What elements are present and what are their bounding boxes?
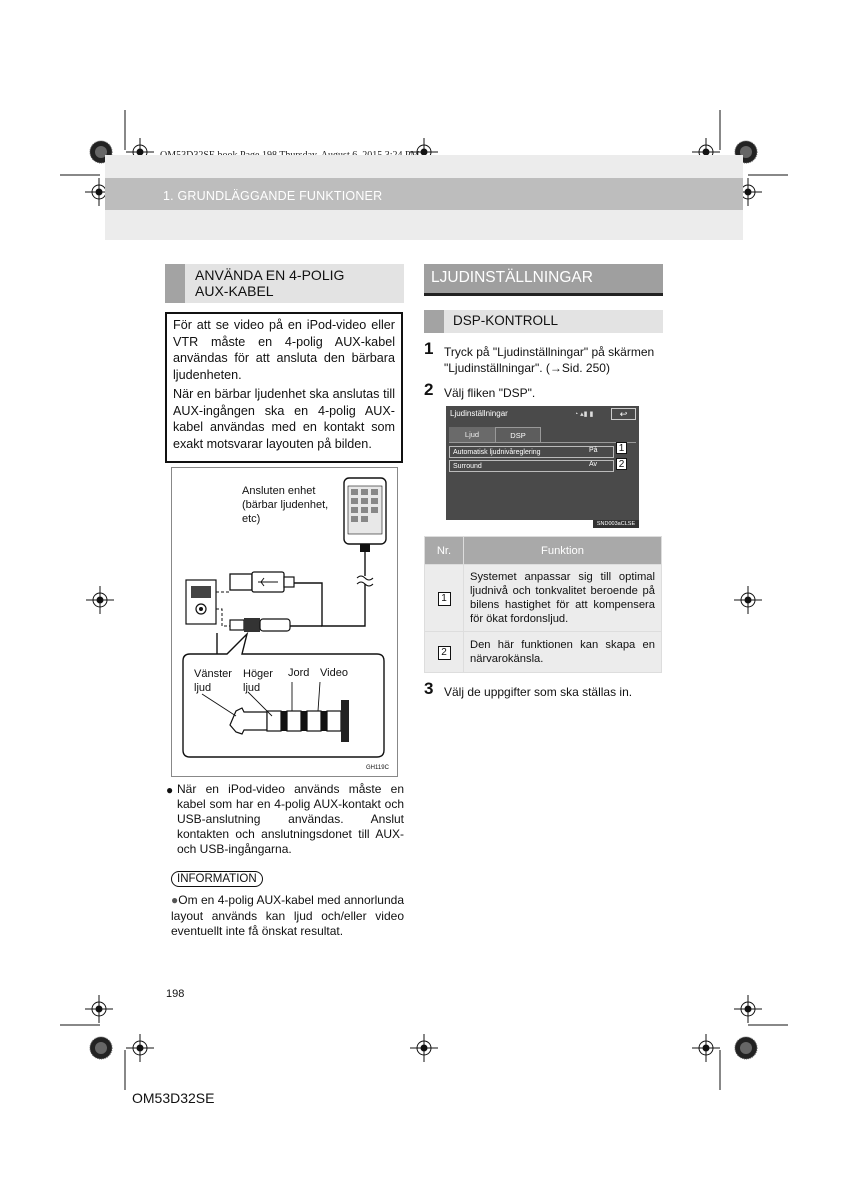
subsection-accent-bar [424, 310, 444, 333]
step-2-text: Välj fliken "DSP". [444, 386, 536, 400]
tab-dsp[interactable]: DSP [495, 427, 541, 442]
device-label-line-1: Ansluten enhet [242, 485, 316, 497]
information-label: INFORMATION [171, 871, 263, 887]
pin-label-left-audio-2: ljud [194, 682, 212, 694]
bullet-ipod-video [166, 782, 404, 857]
pin-label-left-audio-1: Vänster [194, 668, 232, 680]
pin-label-ground: Jord [288, 667, 310, 679]
back-icon[interactable]: ↩ [611, 408, 636, 420]
device-label-line-3: etc) [242, 513, 261, 525]
bullet-text: När en iPod-video används måste en kabel som har en 4-polig AUX-kontakt och USB-anslutning användas. Anslut kontakten och anslutningsdonet till AUX- och USB-ingångarna. [177, 782, 404, 856]
information-note [171, 893, 404, 940]
bullet-dot-icon: ● [166, 783, 174, 797]
step-3 [424, 679, 664, 700]
notice-paragraph-1: För att se video på en iPod-video eller VTR måste en 4-polig AUX-kabel användas för att ansluta den bärbara ljudenheten. [173, 318, 395, 382]
pin-label-right-audio [243, 667, 273, 695]
sound-settings-screen [446, 406, 639, 520]
step-3-text: Välj de uppgifter som ska ställas in. [444, 685, 633, 699]
row-surround-value: Av [589, 461, 598, 468]
table-row [425, 632, 662, 673]
screen-code: SND003aCLSE [593, 520, 639, 528]
device-label-line-2: (bärbar ljudenhet, [242, 499, 329, 511]
step-1-text: Tryck på "Ljudinställningar" på skärmen "Ljudinställningar". (→Sid. 250) [444, 345, 655, 375]
aux-cable-figure [171, 467, 398, 777]
device-label [242, 484, 328, 526]
step-1 [424, 339, 664, 376]
information-text: Om en 4-polig AUX-kabel med annorlunda layout används kan ljud och/eller video eventuellt inte få önskat resultat. [171, 893, 404, 938]
table-row [425, 565, 662, 632]
step-1-number: 1 [424, 339, 434, 358]
notice-paragraph-2: När en bärbar ljudenhet ska anslutas till AUX-ingången ska en 4-polig AUX-kabel användas med en kontakt som exakt motsvarar layouten på bilden. [173, 387, 395, 451]
table-cell-nr [425, 565, 464, 632]
table-row-1-text: Systemet anpassar sig till optimal ljudnivå och tonkvalitet beroende på bilens hastighet för att kompensera för ökat fordonsljud. [464, 565, 662, 632]
section-heading-sound [424, 264, 663, 296]
table-header-row [425, 537, 662, 565]
notice-box [165, 312, 403, 463]
row-auto-level[interactable]: Automatisk ljudnivåreglering [449, 446, 614, 458]
heading-line-1: ANVÄNDA EN 4-POLIG [195, 267, 345, 283]
page-number: 198 [166, 988, 185, 1000]
pin-label-right-audio-1: Höger [243, 668, 273, 680]
heading-line-2: AUX-KABEL [195, 283, 274, 299]
callout-2: 2 [616, 458, 627, 470]
table-row-2-number: 2 [438, 646, 451, 660]
subsection-heading-dsp [424, 310, 663, 333]
step-2 [424, 380, 664, 401]
info-dot-icon: ● [171, 893, 179, 907]
callout-1: 1 [616, 442, 627, 454]
figure-code: GH119C [366, 765, 389, 771]
function-table [424, 536, 662, 673]
table-header-function: Funktion [464, 537, 662, 565]
table-row-1-number: 1 [438, 592, 451, 606]
step-3-number: 3 [424, 679, 434, 698]
document-code: OM53D32SE [132, 1090, 215, 1106]
pin-label-left-audio [194, 667, 232, 695]
step-2-number: 2 [424, 380, 434, 399]
section-heading-text [195, 267, 344, 299]
pin-label-video: Video [320, 667, 348, 679]
tab-divider [449, 442, 636, 443]
subsection-heading-text: DSP-KONTROLL [453, 313, 559, 328]
table-row-2-text: Den här funktionen kan skapa en närvarokänsla. [464, 632, 662, 673]
pin-label-right-audio-2: ljud [243, 682, 261, 694]
table-cell-nr [425, 632, 464, 673]
tab-ljud[interactable]: Ljud [449, 427, 495, 442]
row-surround[interactable]: Surround [449, 460, 614, 472]
chapter-title: 1. GRUNDLÄGGANDE FUNKTIONER [163, 189, 383, 203]
section-heading-sound-text: LJUDINSTÄLLNINGAR [431, 269, 593, 286]
heading-accent-bar [165, 264, 185, 303]
row-auto-level-value: På [589, 447, 598, 454]
section-heading-aux [165, 264, 404, 303]
screen-title: Ljudinställningar [450, 409, 508, 418]
table-header-nr: Nr. [425, 537, 464, 565]
status-icons: ◔ ▴▮ ▮ [574, 411, 594, 418]
